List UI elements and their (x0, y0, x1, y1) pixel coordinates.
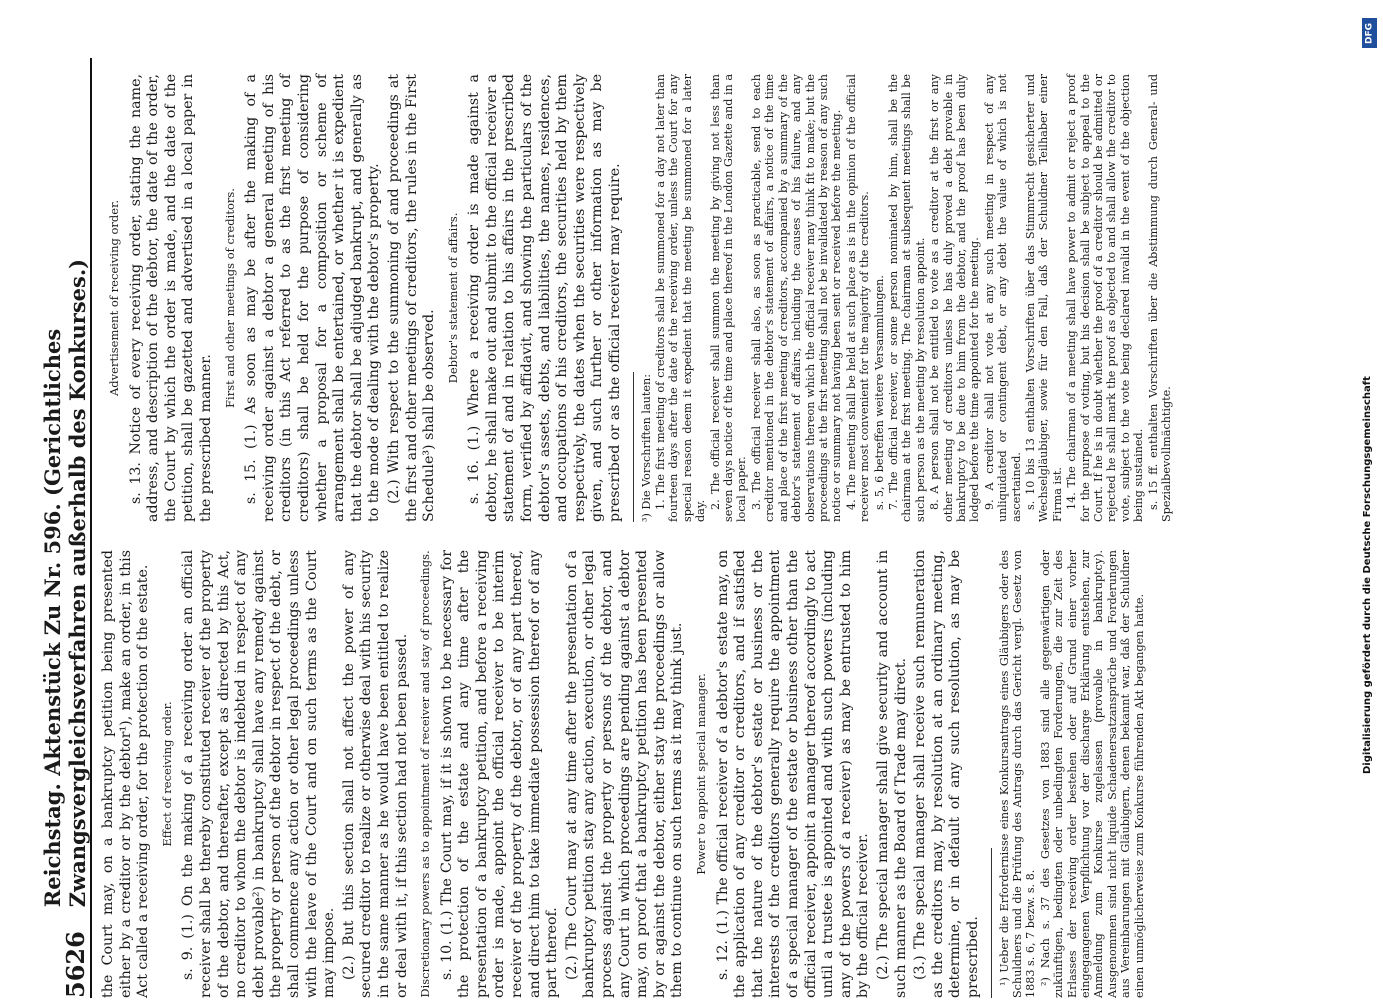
rotated-page (40, 58, 1256, 998)
footnote-3-rule-15: s. 15 ff. enthalten Vorschriften über die Abstimmung durch General- und Spezialbevollmächtigte. (1146, 74, 1174, 522)
running-head: Reichstag. Aktenstück Zu Nr. 596. (Gerichtliches Zwangsvergleichsverfahren außerhalb des Konkurses.) (40, 258, 90, 908)
paragraph-s16-1: s. 16. (1.) Where a receiving order is made against a debtor, he shall make out and submit to the official receiver a statement of and in relation to his affairs in the prescribed form, verified by affidavit, and showing the particulars of the debtor's assets, debts, and liabilities, the names, residences, and occupations of his creditors, the securities held by them respectively, the dates when the securities were respectively given, and such further or other information as may be prescribed or as the official receiver may require. (466, 74, 624, 522)
footnote-divider (991, 848, 992, 998)
paragraph-s12-1: s. 12. (1.) The official receiver of a debtor's estate may, on the application of any creditor or creditors, and if satisfied that the nature of the debtor's estate or business or the interests of the creditors generally require the appointment of a special manager of the estate or business other than the official receiver, appoint a manager thereof accordingly to act until a trustee is appointed and with such powers (including any of the powers of a receiver) as may be entrusted to him by the official receiver. (714, 550, 872, 998)
heading-special-manager: Power to appoint special manager. (694, 673, 708, 875)
right-column (100, 74, 1174, 522)
dfg-logo: DFG (1362, 18, 1377, 48)
footnote-3-rule-9: 9. A creditor shall not vote at any such meeting in respect of any unliquidated or contingent debt, or any debt the value of which is not ascertained. (982, 74, 1023, 522)
footnote-3-rule-2: 2. The official receiver shall summon the meeting by giving not less than seven days notice of the time and place thereof in the London Gazette and in a local paper. (708, 74, 749, 522)
footnote-3-rule-1: 1. The first meeting of creditors shall be summoned for a day not later than fourteen days after the date of the receiving order, unless the Court for any special reason deem it expedient that the meeting be summoned for a later day. (654, 74, 708, 522)
footnote-3 (640, 74, 1174, 522)
footnote-1: ¹) Ueber die Erfordernisse eines Konkursantrags eines Gläubigers oder des Schuldners und die Prüfung des Antrags durch das Gericht vergl. Gesetz von 1883 s. 6, 7 bezw. s. 8. (997, 550, 1038, 998)
left-column (100, 550, 1147, 998)
paragraph-s15-2: (2.) With respect to the summoning of and proceedings at the first and other meetings of creditors, the rules in the First Schedule³) shall be observed. (385, 74, 438, 522)
page-number: 5626 (61, 931, 90, 998)
paragraph-s12-2: (2.) The special manager shall give security and account in such manner as the Board of Trade may direct. (874, 550, 909, 998)
footnote-3-rule-14: 14. The chairman of a meeting shall have power to admit or reject a proof for the purpose of voting, but his decision shall be subject to appeal to the Court. If he is in doubt whether the proof of a creditor should be admitted or rejected he shall mark the proof as objected to and shall allow the creditor to vote, subject to the vote being declared invalid in the event of the objection being sustained. (1065, 74, 1146, 522)
footnote-divider-right (633, 372, 634, 522)
footnote-3-rule-3: 3. The official receiver shall also, as soon as practicable, send to each creditor mentioned in the debtor's statement of affairs, a notice of the time and place of the first meeting of creditors, accompanied by a summary of the debtor's statement of affairs, including the causes of his failure, and any observations thereon which the official receiver may think fit to make; but the proceedings at the first meeting shall not be invalidated by reason of any such notice or summary not having been sent or received before the meeting. (749, 74, 844, 522)
paragraph-s15-1: s. 15. (1.) As soon as may be after the making of a receiving order against a debtor a general meeting of his creditors (in this Act referred to as the first meeting of creditors) shall be held for the purpose of considering whether a proposal for a composition or scheme of arrangement shall be entertained, or whether it is expedient that the debtor shall be adjudged bankrupt, and generally as to the mode of dealing with the debtor's property. (243, 74, 383, 522)
paragraph-s9-2: (2.) But this section shall not affect the power of any secured creditor to realize or otherwise deal with his security in the same manner as he would have been entitled to realize or deal with it, if this section had not been passed. (340, 550, 410, 998)
paragraph-s10-2: (2.) The Court may at any time after the presentation of a bankruptcy petition stay any action, execution, or other legal process against the property or persons of the debtor, and any Court in which proceedings are pending against a debtor may, on proof that a bankruptcy petition has been presented by or against the debtor, either stay the proceedings or allow them to continue on such terms as it may think just. (563, 550, 686, 998)
paragraph-s9-1: s. 9. (1.) On the making of a receiving order an official receiver shall be thereby constituted receiver of the property of the debtor, and thereafter, except as directed by this Act, no creditor to whom the debtor is indebted in respect of any debt provable²) in bankruptcy shall have any remedy against the property or person of the debtor in respect of the debt, or shall commence any action or other legal proceedings unless with the leave of the Court and on such terms as the Court may impose. (180, 550, 338, 998)
heading-advertisement: Advertisement of receiving order. (107, 200, 121, 397)
footnote-3-rule-8: 8. A person shall not be entitled to vote as a creditor at the first or any other meeting of creditors unless he has duly proved a debt provable in bankruptcy to be due to him from the debtor, and the proof has been duly lodged before the time appointed for the meeting. (928, 74, 982, 522)
paragraph-s10-1: s. 10. (1.) The Court may, if it is shown to be necessary for the protection of the estate and any time after the presentation of a bankruptcy petition, and before a receiving order is made, appoint the official receiver to be interim receiver of the property of the debtor, or of any part thereof, and direct him to take immediate possession thereof or of any part thereof. (438, 550, 561, 998)
footnote-3-rule-10-13: s. 10 bis 13 enthalten Vorschriften über das Stimmrecht gesicherter und Wechselgläubiger, sowie für den Fall, daß der Schuldner Teilhaber einer Firma ist. (1024, 74, 1064, 522)
paragraph-s12-3: (3.) The special manager shall receive such remuneration as the creditors may, by resolution at an ordinary meeting, determine, or in default of any such resolution, as may be prescribed. (912, 550, 981, 998)
paragraph-intro: the Court may, on a bankruptcy petition being presented either by a creditor or by the debtor¹), make an order, in this Act called a receiving order, for the protection of the estate. (100, 550, 152, 998)
footnote-3-rule-5-6: s. 5, 6 betreffen weitere Versammlungen. (872, 275, 886, 510)
heading-first-meeting: First and other meetings of creditors. (222, 188, 237, 408)
digitization-notice: Digitalisierung gefördert durch die Deutsche Forschungsgemeinschaft (1362, 376, 1373, 774)
footnote-2: ²) Nach s. 37 des Gesetzes von 1883 sind alle gegenwärtigen oder zukünftigen, bedingten oder unbedingten Forderungen, die zur Zeit des Erlasses der receiving order bestehen oder auf Grund einer vorher eingegangenen Verpflichtung vor der discharge Erklärung entstehen, zur Anmeldung zum Konkurse zugelassen (provable in bankruptcy). Ausgenommen sind nicht liquide Schadenersatzansprüche und Forderungen aus Vereinbarungen mit Gläubigern, denen bekannt war, daß der Schuldner einen unmöglicherweise zum Konkurse führenden Akt begangen hatte. (1038, 550, 1146, 998)
footnote-3-intro: ³) Die Vorschriften lauten: (639, 374, 653, 522)
footnotes-left (998, 550, 1146, 998)
heading-discretionary-powers: Discretionary powers as to appointment of receiver and stay of proceedings. (418, 550, 433, 998)
heading-statement-of-affairs: Debtor's statement of affairs. (445, 212, 460, 384)
heading-effect-of-receiving-order: Effect of receiving order. (159, 701, 174, 847)
page-header (40, 58, 92, 998)
footnote-3-rule-7: 7. The official receiver, or some person nominated by him, shall be the chairman at the first meeting. The chairman at subsequent meetings shall be such person as the meeting by resolution appoint. (886, 74, 927, 522)
footnote-3-rule-4: 4. The meeting shall be held at such place as is in the opinion of the official receiver most convenient for the majority of the creditors. (844, 74, 872, 522)
digitization-sidebar (1362, 10, 1378, 990)
paragraph-s13: s. 13. Notice of every receiving order, stating the name, address, and description of the debtor, the date of the order, the Court by which the order is made, and the date of the petition, shall be gazetted and advertised in a local paper in the prescribed manner. (127, 74, 214, 522)
